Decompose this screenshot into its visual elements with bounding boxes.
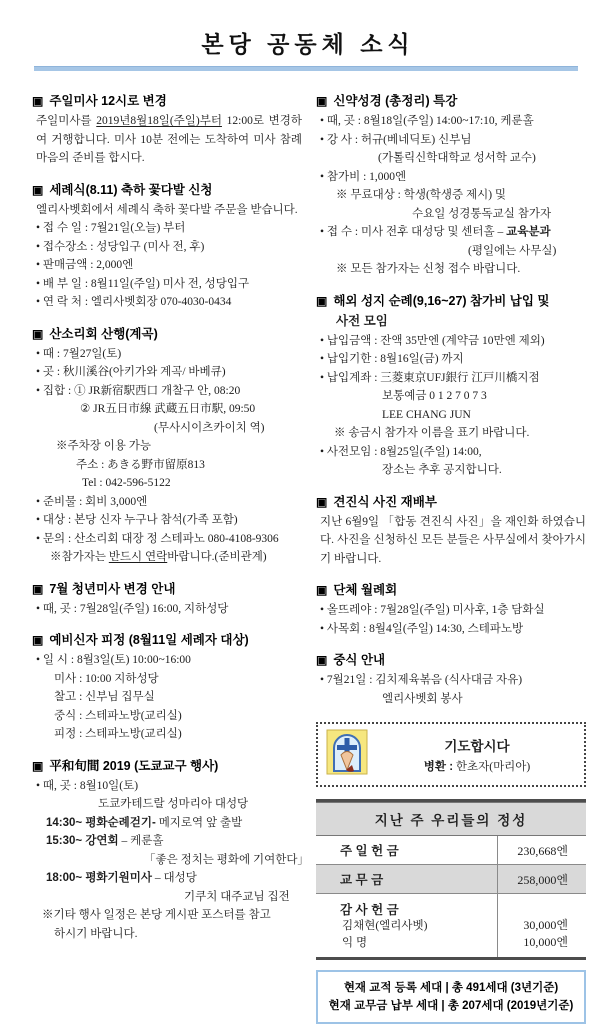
section-bullet-icon: ▣: [316, 653, 328, 667]
text-segment: (무사시이츠카이치 역): [154, 421, 265, 434]
household-stats-box: [316, 970, 586, 1024]
section-bullet-icon: ▣: [32, 94, 44, 108]
section-heading-text: 견진식 사진 재배부: [333, 494, 437, 509]
prayer-sick-line: [378, 758, 576, 774]
text-segment: • 일 시 : 8월3일(토) 10:00~16:00: [36, 654, 191, 666]
text-line: [32, 219, 302, 238]
offering-value: [497, 865, 586, 893]
text-segment: • 접 수 : 미사 전후 대성당 및 센터홀 –: [320, 226, 507, 238]
text-segment: • 문의 : 산소리회 대장 정 스테파노 080-4108-9306: [36, 532, 279, 545]
text-line: [32, 688, 302, 707]
text-segment: 주일미사를: [36, 115, 97, 127]
section: [316, 493, 586, 569]
text-segment: • 대상 : 본당 신자 누구나 참석(가족 포함): [36, 514, 238, 526]
text-line: [316, 131, 586, 150]
text-segment: • 7월21일 : 김치제육볶음 (식사대금 자유): [320, 674, 523, 686]
right-column-sections: [316, 92, 586, 708]
text-line: [316, 149, 586, 168]
text-line: [32, 112, 302, 168]
section-heading: [32, 631, 302, 649]
section-bullet-icon: ▣: [32, 182, 44, 197]
text-segment: 수요일 성경통독교실 참가자: [412, 207, 552, 220]
text-segment: • 납입기한 : 8월16일(금) 까지: [320, 353, 464, 365]
text-segment: • 때, 곳 : 8월18일(주일) 14:00~17:10, 케룬홀: [320, 115, 534, 127]
section: [316, 292, 586, 480]
right-column: [316, 79, 586, 1024]
text-segment: • 강 사 : 허규(베네딕토) 신부님: [320, 133, 472, 146]
text-segment: 12:00로 변경하여 거행합니다. 미사 10분 전에는 도착하여 미사 참례 마음의 준비를 합시다.: [36, 115, 302, 164]
section: [32, 325, 302, 567]
text-segment: 장소는 추후 공지합니다.: [382, 464, 502, 476]
text-segment: ② JR五日市線 武蔵五日市駅, 09:50: [80, 403, 256, 415]
text-line: [316, 424, 586, 443]
prayer-box: [316, 722, 586, 787]
left-column: [32, 79, 309, 1024]
text-segment: • 준비물 : 회비 3,000엔: [36, 495, 148, 508]
offering-value: [497, 836, 586, 864]
text-segment: 도쿄카테드랄 성마리아 대성당: [98, 798, 249, 810]
text-segment: ※기타 행사 일정은 본당 게시판 포스터를 참고: [42, 909, 271, 921]
text-segment: 주소 : あきる野市留原813: [76, 458, 205, 471]
text-segment: • 때, 곳 : 8월10일(토): [36, 779, 139, 792]
thanks-amount: 30,000엔: [523, 918, 568, 932]
text-segment: • 곳 : 秋川溪谷(아키가와 계곡/ 바베큐): [36, 366, 226, 378]
section-heading: [316, 292, 586, 310]
text-segment: 찰고 : 신부님 집무실: [54, 691, 155, 703]
offering-amount: 258,000엔: [517, 872, 568, 887]
text-segment: 메지로역 앞 출발: [155, 816, 243, 829]
text-segment: ※ 무료대상 : 학생(학생증 제시) 및: [336, 189, 507, 201]
text-line: [316, 168, 586, 187]
text-line: [316, 260, 586, 279]
text-line: [32, 888, 302, 907]
text-segment: 18:00~ 평화기원미사: [46, 872, 152, 884]
text-line: [316, 112, 586, 131]
section-heading-text: 신약성경 (총정리) 특강: [333, 94, 458, 108]
section-heading-text: 중식 안내: [333, 653, 386, 667]
text-segment: • 사목회 : 8월4일(주일) 14:30, 스테파노방: [320, 622, 524, 635]
text-line: [32, 925, 302, 944]
text-line: [32, 493, 302, 512]
thanks-values: [497, 894, 586, 957]
text-segment: 하시기 바랍니다.: [54, 927, 138, 940]
prayer-title: 기도합시다: [444, 739, 510, 754]
prayer-text: [378, 735, 576, 774]
text-segment: • 납입금액 : 잔액 35만엔 (계약금 10만엔 제외): [320, 334, 545, 347]
section-heading: [32, 92, 302, 110]
text-line: [32, 814, 302, 833]
text-segment: LEE CHANG JUN: [382, 408, 471, 421]
section-bullet-icon: ▣: [316, 293, 328, 308]
thanks-cell: [316, 894, 497, 957]
text-line: [32, 474, 302, 493]
text-line: [32, 293, 302, 312]
text-segment: 바랍니다.(준비관계): [167, 551, 267, 563]
section-heading-text: 주일미사 12시로 변경: [49, 94, 167, 108]
section-heading: [316, 651, 586, 669]
text-segment: 엘리사벳회 봉사: [382, 692, 463, 705]
section: [32, 631, 302, 744]
text-line: [32, 670, 302, 689]
offering-table-header: 지난 주 우리들의 정성: [316, 802, 586, 836]
section-heading-wrap: 사전 모임: [336, 313, 388, 328]
text-line: [316, 601, 586, 620]
thanks-amount: 10,000엔: [523, 935, 568, 949]
text-line: [32, 600, 302, 619]
text-segment: ※주차장 이용 가능: [56, 440, 152, 452]
table-row: [316, 894, 586, 957]
text-segment: 2019년8월18일(주일)부터: [96, 115, 222, 127]
section: [316, 92, 586, 279]
section-heading: [316, 92, 586, 110]
section: [32, 181, 302, 312]
section-heading-text: 7월 청년미사 변경 안내: [49, 581, 176, 596]
text-line: [32, 363, 302, 382]
text-line: [316, 620, 586, 639]
text-line: [32, 777, 302, 796]
title-divider: [34, 66, 578, 71]
section-heading-text: 세례식(8.11) 축하 꽃다발 신청: [49, 182, 213, 197]
text-segment: Tel : 042-596-5122: [82, 477, 171, 489]
text-line: [316, 369, 586, 388]
text-segment: 반드시 연락: [108, 551, 168, 563]
text-line: [32, 400, 302, 419]
text-segment: ※참가자는: [50, 551, 109, 563]
section-bullet-icon: ▣: [32, 758, 44, 773]
text-segment: • 접수장소 : 성당입구 (미사 전, 후): [36, 240, 205, 253]
text-line: [32, 530, 302, 549]
text-segment: • 판매금액 : 2,000엔: [36, 259, 134, 271]
text-segment: • 납입계좌 : 三菱東京UFJ銀行 江戸川橋지점: [320, 371, 540, 384]
text-line: [32, 511, 302, 530]
text-segment: • 집합 : ① JR新宿駅西口 개찰구 안, 08:20: [36, 384, 241, 397]
text-line: [32, 275, 302, 294]
prayer-sick-name: 한초자(마리아): [455, 761, 531, 773]
section-bullet-icon: ▣: [32, 581, 44, 596]
text-line: [316, 205, 586, 224]
text-segment: • 때, 곳 : 7월28일(주일) 16:00, 지하성당: [36, 602, 229, 615]
offering-label: 주 일 헌 금: [340, 844, 399, 858]
section: [316, 581, 586, 638]
text-line: [32, 238, 302, 257]
text-segment: • 연 락 처 : 엘리사벳회장 070-4030-0434: [36, 296, 232, 308]
text-line: [32, 345, 302, 364]
text-line: [316, 461, 586, 480]
text-segment: – 대성당: [151, 872, 197, 884]
text-line: [32, 201, 302, 220]
thanks-donor: 익 명: [342, 937, 368, 949]
thanks-donor: 김채현(엘리사벳): [342, 920, 428, 932]
table-row: [316, 865, 586, 894]
text-segment: • 때 : 7월27일(토): [36, 347, 122, 360]
text-line: [32, 725, 302, 744]
text-line: [316, 242, 586, 261]
spacer: [498, 900, 568, 917]
section: [32, 580, 302, 619]
section: [32, 757, 309, 944]
text-line: [32, 456, 302, 475]
text-segment: 14:30~ 평화순례걷기-: [46, 816, 156, 829]
text-segment: • 접 수 일 : 7월21일(오늘) 부터: [36, 222, 186, 234]
text-line: [316, 387, 586, 406]
section-heading: [32, 757, 302, 775]
section-bullet-icon: ▣: [316, 494, 328, 509]
section: [32, 92, 302, 168]
text-segment: 지난 6월9일 「합동 견진식 사진」을 재인화 하였습니다. 사진을 신청하신 모든 분들은 사무실에서 찾아가시기 바랍니다.: [320, 515, 586, 565]
offering-amount: 230,668엔: [517, 843, 568, 858]
text-segment: (가톨릭신학대학교 성서학 교수): [378, 152, 536, 164]
thanks-label: 감 사 헌 금: [340, 903, 399, 917]
text-segment: 엘리사벳회에서 세례식 축하 꽃다발 주문을 받습니다.: [36, 203, 298, 216]
text-line: [316, 443, 586, 462]
table-row: [316, 836, 586, 865]
section-heading-text: 단체 월례회: [333, 583, 398, 597]
text-segment: • 참가비 : 1,000엔: [320, 170, 407, 183]
text-line: [316, 223, 586, 242]
text-line: [316, 406, 586, 425]
text-line: [32, 869, 302, 888]
two-column-layout: [32, 79, 584, 1024]
section-heading: [316, 493, 586, 511]
text-line: [316, 513, 586, 569]
text-line: [32, 256, 302, 275]
text-segment: ※ 모든 참가자는 신청 접수 바랍니다.: [336, 263, 521, 275]
text-segment: ※ 송금시 참가자 이름을 표기 바랍니다.: [334, 427, 530, 439]
section-heading: [32, 181, 302, 199]
text-line: [32, 548, 302, 567]
text-line: [32, 707, 302, 726]
section-heading-text: 산소리회 산행(계곡): [49, 326, 158, 341]
section-heading: [32, 580, 302, 598]
text-line: [32, 419, 302, 438]
text-segment: • 올뜨레야 : 7월28일(주일) 미사후, 1층 담화실: [320, 604, 545, 616]
section-heading-text: 平和旬間 2019 (도쿄교구 행사): [49, 758, 219, 773]
section-heading: [32, 325, 302, 343]
offering-table: [316, 799, 586, 960]
text-line: [32, 437, 302, 456]
text-line: [32, 651, 302, 670]
prayer-sick-label: 병환 :: [423, 761, 454, 773]
text-line: [32, 906, 302, 925]
section-heading: [316, 581, 586, 599]
text-segment: • 배 부 일 : 8월11일(주일) 미사 전, 성당입구: [36, 277, 250, 290]
section-heading-text: 해외 성지 순례(9,16~27) 참가비 납입 및: [333, 293, 550, 308]
text-segment: • 사전모임 : 8월25일(주일) 14:00,: [320, 445, 482, 458]
text-segment: 기쿠치 대주교님 집전: [184, 890, 290, 903]
text-line: [316, 690, 586, 709]
text-segment: – 케룬홀: [118, 835, 164, 847]
text-segment: 미사 : 10:00 지하성당: [54, 672, 159, 685]
text-segment: 15:30~ 강연회: [46, 835, 119, 847]
text-line: [316, 332, 586, 351]
text-segment: 「좋은 정치는 평화에 기여한다」: [144, 853, 309, 866]
section-heading-text: 예비신자 피정 (8월11일 세례자 대상): [49, 633, 249, 647]
text-line: [32, 795, 302, 814]
stats-line: 현재 교무금 납부 세대 | 총 207세대 (2019년기준): [328, 1000, 574, 1012]
text-line: [32, 851, 309, 870]
offering-label: 교 무 금: [340, 873, 384, 887]
text-segment: 중식 : 스테파노방(교리실): [54, 709, 182, 722]
section-bullet-icon: ▣: [32, 326, 44, 341]
text-line: [316, 671, 586, 690]
section: [316, 651, 586, 708]
text-line: [316, 186, 586, 205]
page-title: 본당 공동체 소식: [201, 31, 415, 57]
praying-hands-icon: [326, 729, 368, 780]
text-segment: (평일에는 사무실): [468, 244, 557, 257]
text-line: [32, 382, 302, 401]
text-segment: 교육분과: [506, 226, 551, 238]
text-segment: 피정 : 스테파노방(교리실): [54, 728, 182, 740]
text-segment: 보통예금 0 1 2 7 0 7 3: [382, 390, 487, 402]
stats-line: 현재 교적 등록 세대 | 총 491세대 (3년기준): [343, 982, 559, 994]
section-bullet-icon: ▣: [32, 633, 44, 647]
section-bullet-icon: ▣: [316, 583, 328, 597]
text-line: [316, 350, 586, 369]
section-bullet-icon: ▣: [316, 94, 328, 108]
